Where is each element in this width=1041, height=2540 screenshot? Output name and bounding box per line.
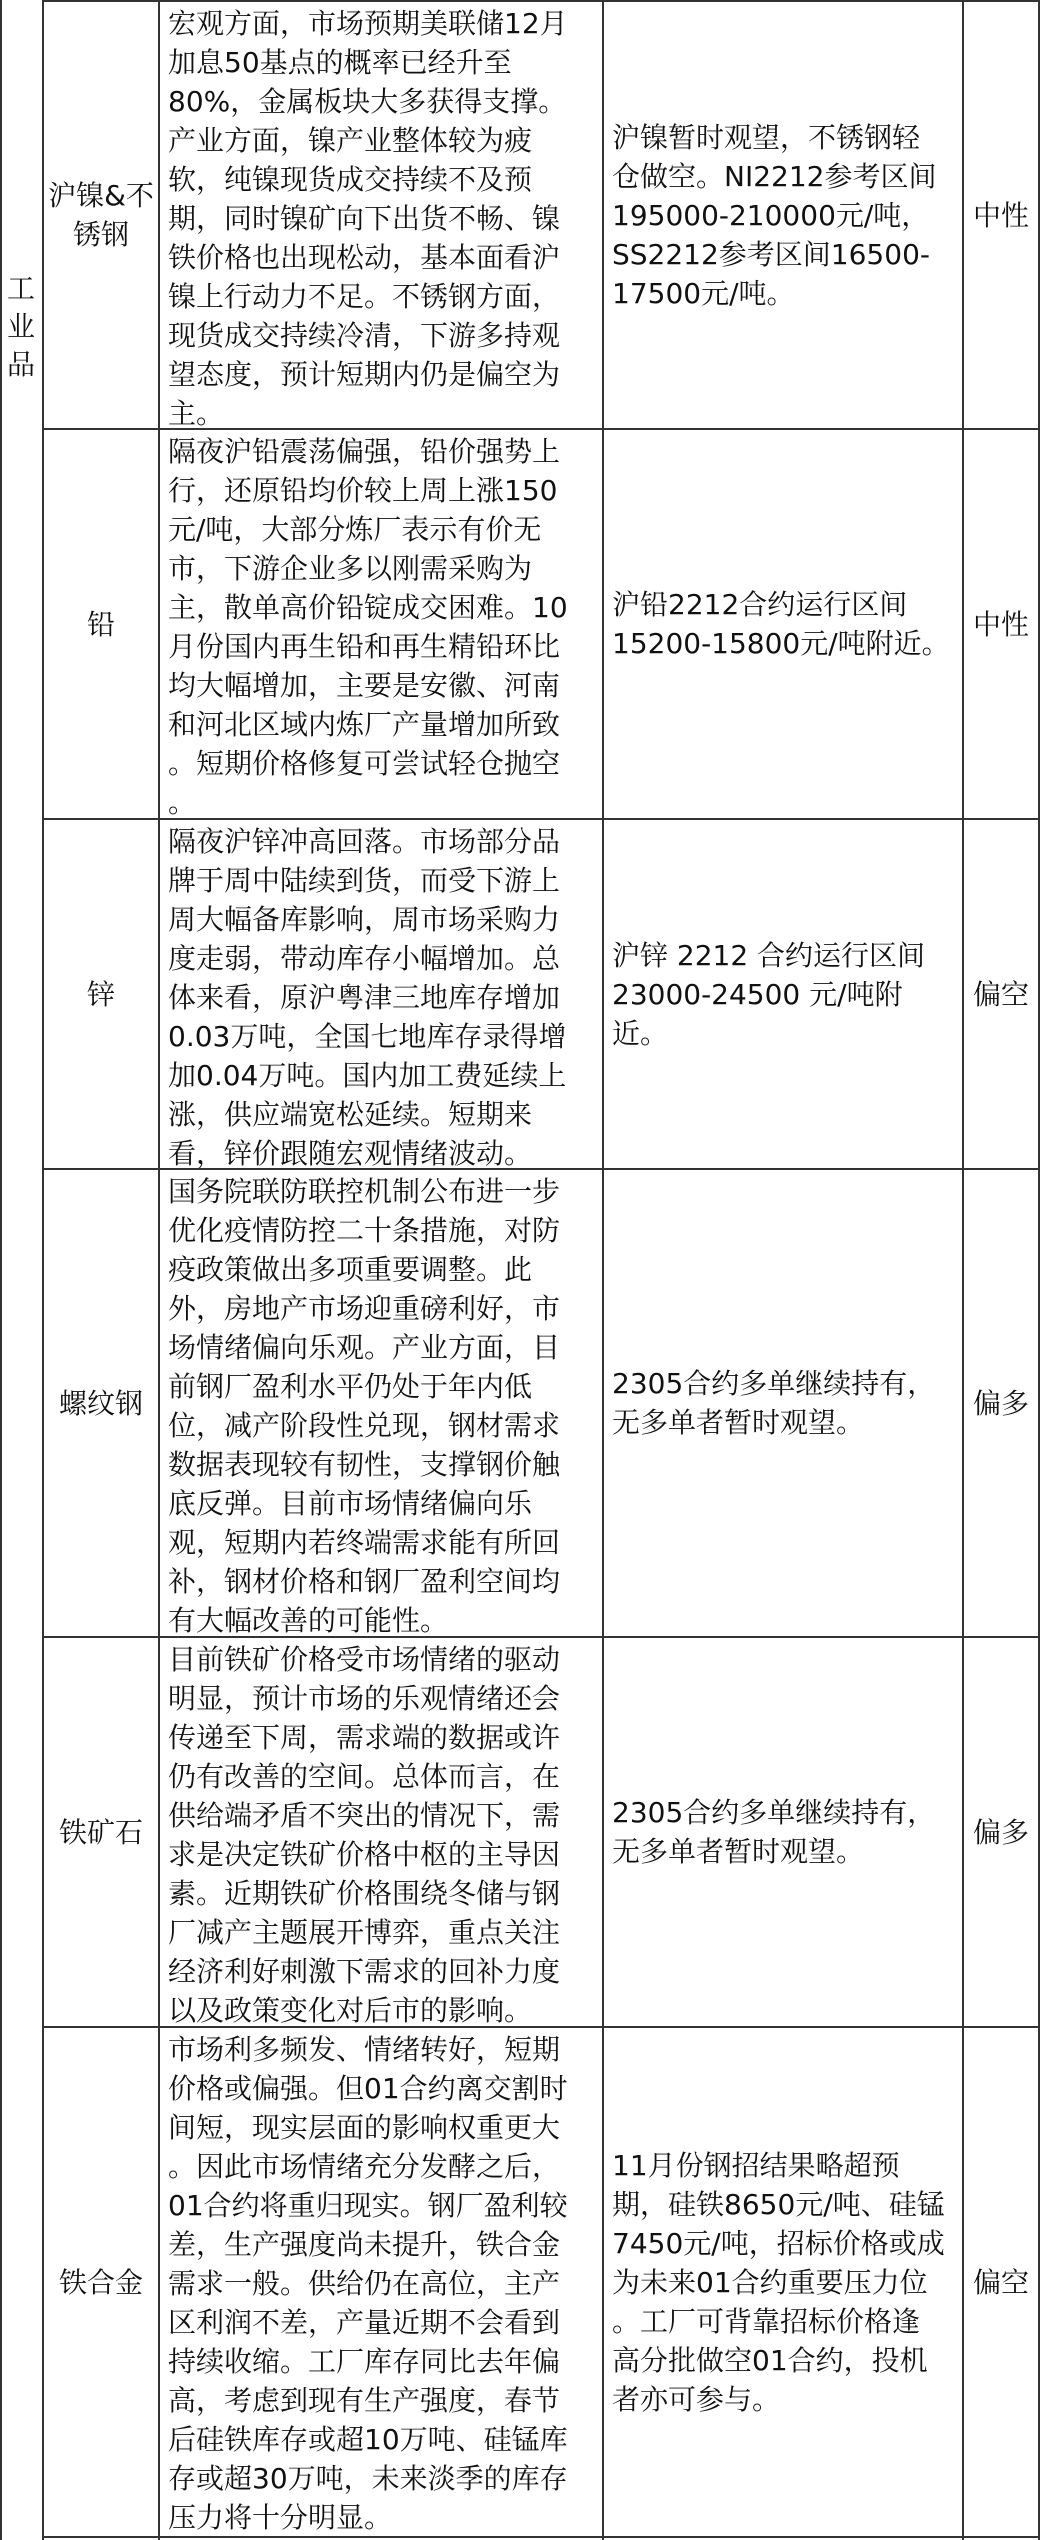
- row-analysis: 隔夜沪锌冲高回落。市场部分品 牌于周中陆续到货，而受下游上 周大幅备库影响，周市场采购力 度走弱，带动库存小幅增加。总 体来看，原沪粤津三地库存增加 0.03万吨，全国七地库存录得增 加0.04万吨。国内加工费延续上 涨，供应端宽松延续。短期来 看，锌价跟随宏观情绪波动。: [168, 825, 567, 1168]
- row-view: 偏多: [972, 1815, 1029, 1849]
- row-view: 中性: [972, 198, 1029, 232]
- row-view: 偏空: [972, 2265, 1029, 2299]
- row-strategy-text: 沪锌 2212 合约运行区间 23000-24500 元/吨附近。: [612, 938, 926, 1050]
- row-name-text: 锌: [86, 977, 115, 1011]
- row-strategy-text: 2305合约多单继续持有， 无多单者暂时观望。: [612, 1796, 936, 1868]
- row-strategy: [604, 820, 962, 1168]
- row-strategy: [604, 2028, 962, 2536]
- row-name: [44, 1170, 158, 1636]
- row-analysis: 市场利多频发、情绪转好，短期 价格或偏强。但01合约离交割时 间短，现实层面的影响权重更大 。因此市场情绪充分发酵之后， 01合约将重归现实。钢厂盈利较 差，生产强度尚未提升，铁合金 需求一般。供给仍在高位，主产 区利润不差，产量近期不会看到 持续收缩。工厂库存同比去年偏 高，考虑到现有生产强度，春节 后硅铁库存或超10万吨、硅锰库 存或超30万吨，未来淡季的库存 压力将十分明显。: [168, 2033, 568, 2534]
- row-name-text: 螺纹钢: [58, 1386, 143, 1420]
- row-name: [44, 1638, 158, 2026]
- row-strategy-text: 2305合约多单继续持有， 无多单者暂时观望。: [612, 1367, 936, 1439]
- row-name-text: 铁合金: [58, 2265, 143, 2299]
- row-view: 中性: [972, 607, 1029, 641]
- row-analysis: 目前铁矿价格受市场情绪的驱动 明显，预计市场的乐观情绪还会 传递至下周，需求端的数据或许 仍有改善的空间。总体而言，在 供给端矛盾不突出的情况下，需 求是决定铁矿价格中枢的主导因 素。近期铁矿价格围绕冬储与钢 厂减产主题展开博弈，重点关注 经济利好刺激下需求的回补力度 以及政策变化对后市的影响。: [168, 1643, 561, 2026]
- row-name: [44, 2, 158, 428]
- grid-line: [42, 2536, 1040, 2538]
- row-strategy-text: 沪铅2212合约运行区间 15200-15800元/吨附近。: [612, 588, 950, 660]
- row-name-text: 铅: [86, 607, 115, 641]
- row-analysis: 隔夜沪铅震荡偏强，铅价强势上 行，还原铅均价较上周上涨150 元/吨，大部分炼厂表示有价无 市，下游企业多以刚需采购为 主，散单高价铅锭成交困难。10 月份国内再生铅和再生精铅环比 均大幅增加，主要是安徽、河南 和河北区域内炼厂产量增加所致 。短期价格修复可尝试轻仓抛空 。: [168, 435, 568, 818]
- row-name-text: 铁矿石: [58, 1815, 143, 1849]
- grid-line: [0, 0, 2, 2540]
- row-view: 偏多: [972, 1386, 1029, 1420]
- row-strategy: [604, 1638, 962, 2026]
- row-view: 偏空: [972, 977, 1029, 1011]
- row-strategy: [604, 1170, 962, 1636]
- row-strategy-text: 11月份钢招结果略超预 期，硅铁8650元/吨、硅锰 7450元/吨，招标价格或成 为未来01合约重要压力位 。工厂可背靠招标价格逢 高分批做空01合约，投机 者亦可参与。: [612, 2148, 945, 2416]
- category-label: [4, 270, 38, 384]
- row-name: [44, 2028, 158, 2536]
- row-analysis: 国务院联防联控机制公布进一步 优化疫情防控二十条措施，对防 疫政策做出多项重要调整。此 外，房地产市场迎重磅利好，市 场情绪偏向乐观。产业方面，目 前钢厂盈利水平仍处于年内低 位，减产阶段性兑现，钢材需求 数据表现较有韧性，支撑钢价触 底反弹。目前市场情绪偏向乐 观，短期内若终端需求能有所回 补，钢材价格和钢厂盈利空间均 有大幅改善的可能性。: [168, 1175, 561, 1636]
- row-strategy-text: 沪镍暂时观望，不锈钢轻 仓做空。NI2212参考区间 195000-210000元/吨， SS2212参考区间16500- 17500元/吨。: [612, 120, 937, 310]
- row-analysis: 宏观方面，市场预期美联储12月 加息50基点的概率已经升至 80%，金属板块大多获得支撑。 产业方面，镍产业整体较为疲 软，纯镍现货成交持续不及预 期，同时镍矿向下出货不畅、镍 铁价格也出现松动，基本面看沪 镍上行动力不足。不锈钢方面， 现货成交持续冷清，下游多持观 望态度，预计短期内仍是偏空为 主。: [168, 7, 568, 428]
- row-strategy: [604, 2, 962, 428]
- row-name: [44, 430, 158, 818]
- grid-line: [1038, 0, 1040, 2540]
- row-name-text: 沪镍&不 锈钢: [48, 179, 154, 251]
- category-text: 工 业 品: [6, 272, 35, 381]
- row-strategy: [604, 430, 962, 818]
- row-name: [44, 820, 158, 1168]
